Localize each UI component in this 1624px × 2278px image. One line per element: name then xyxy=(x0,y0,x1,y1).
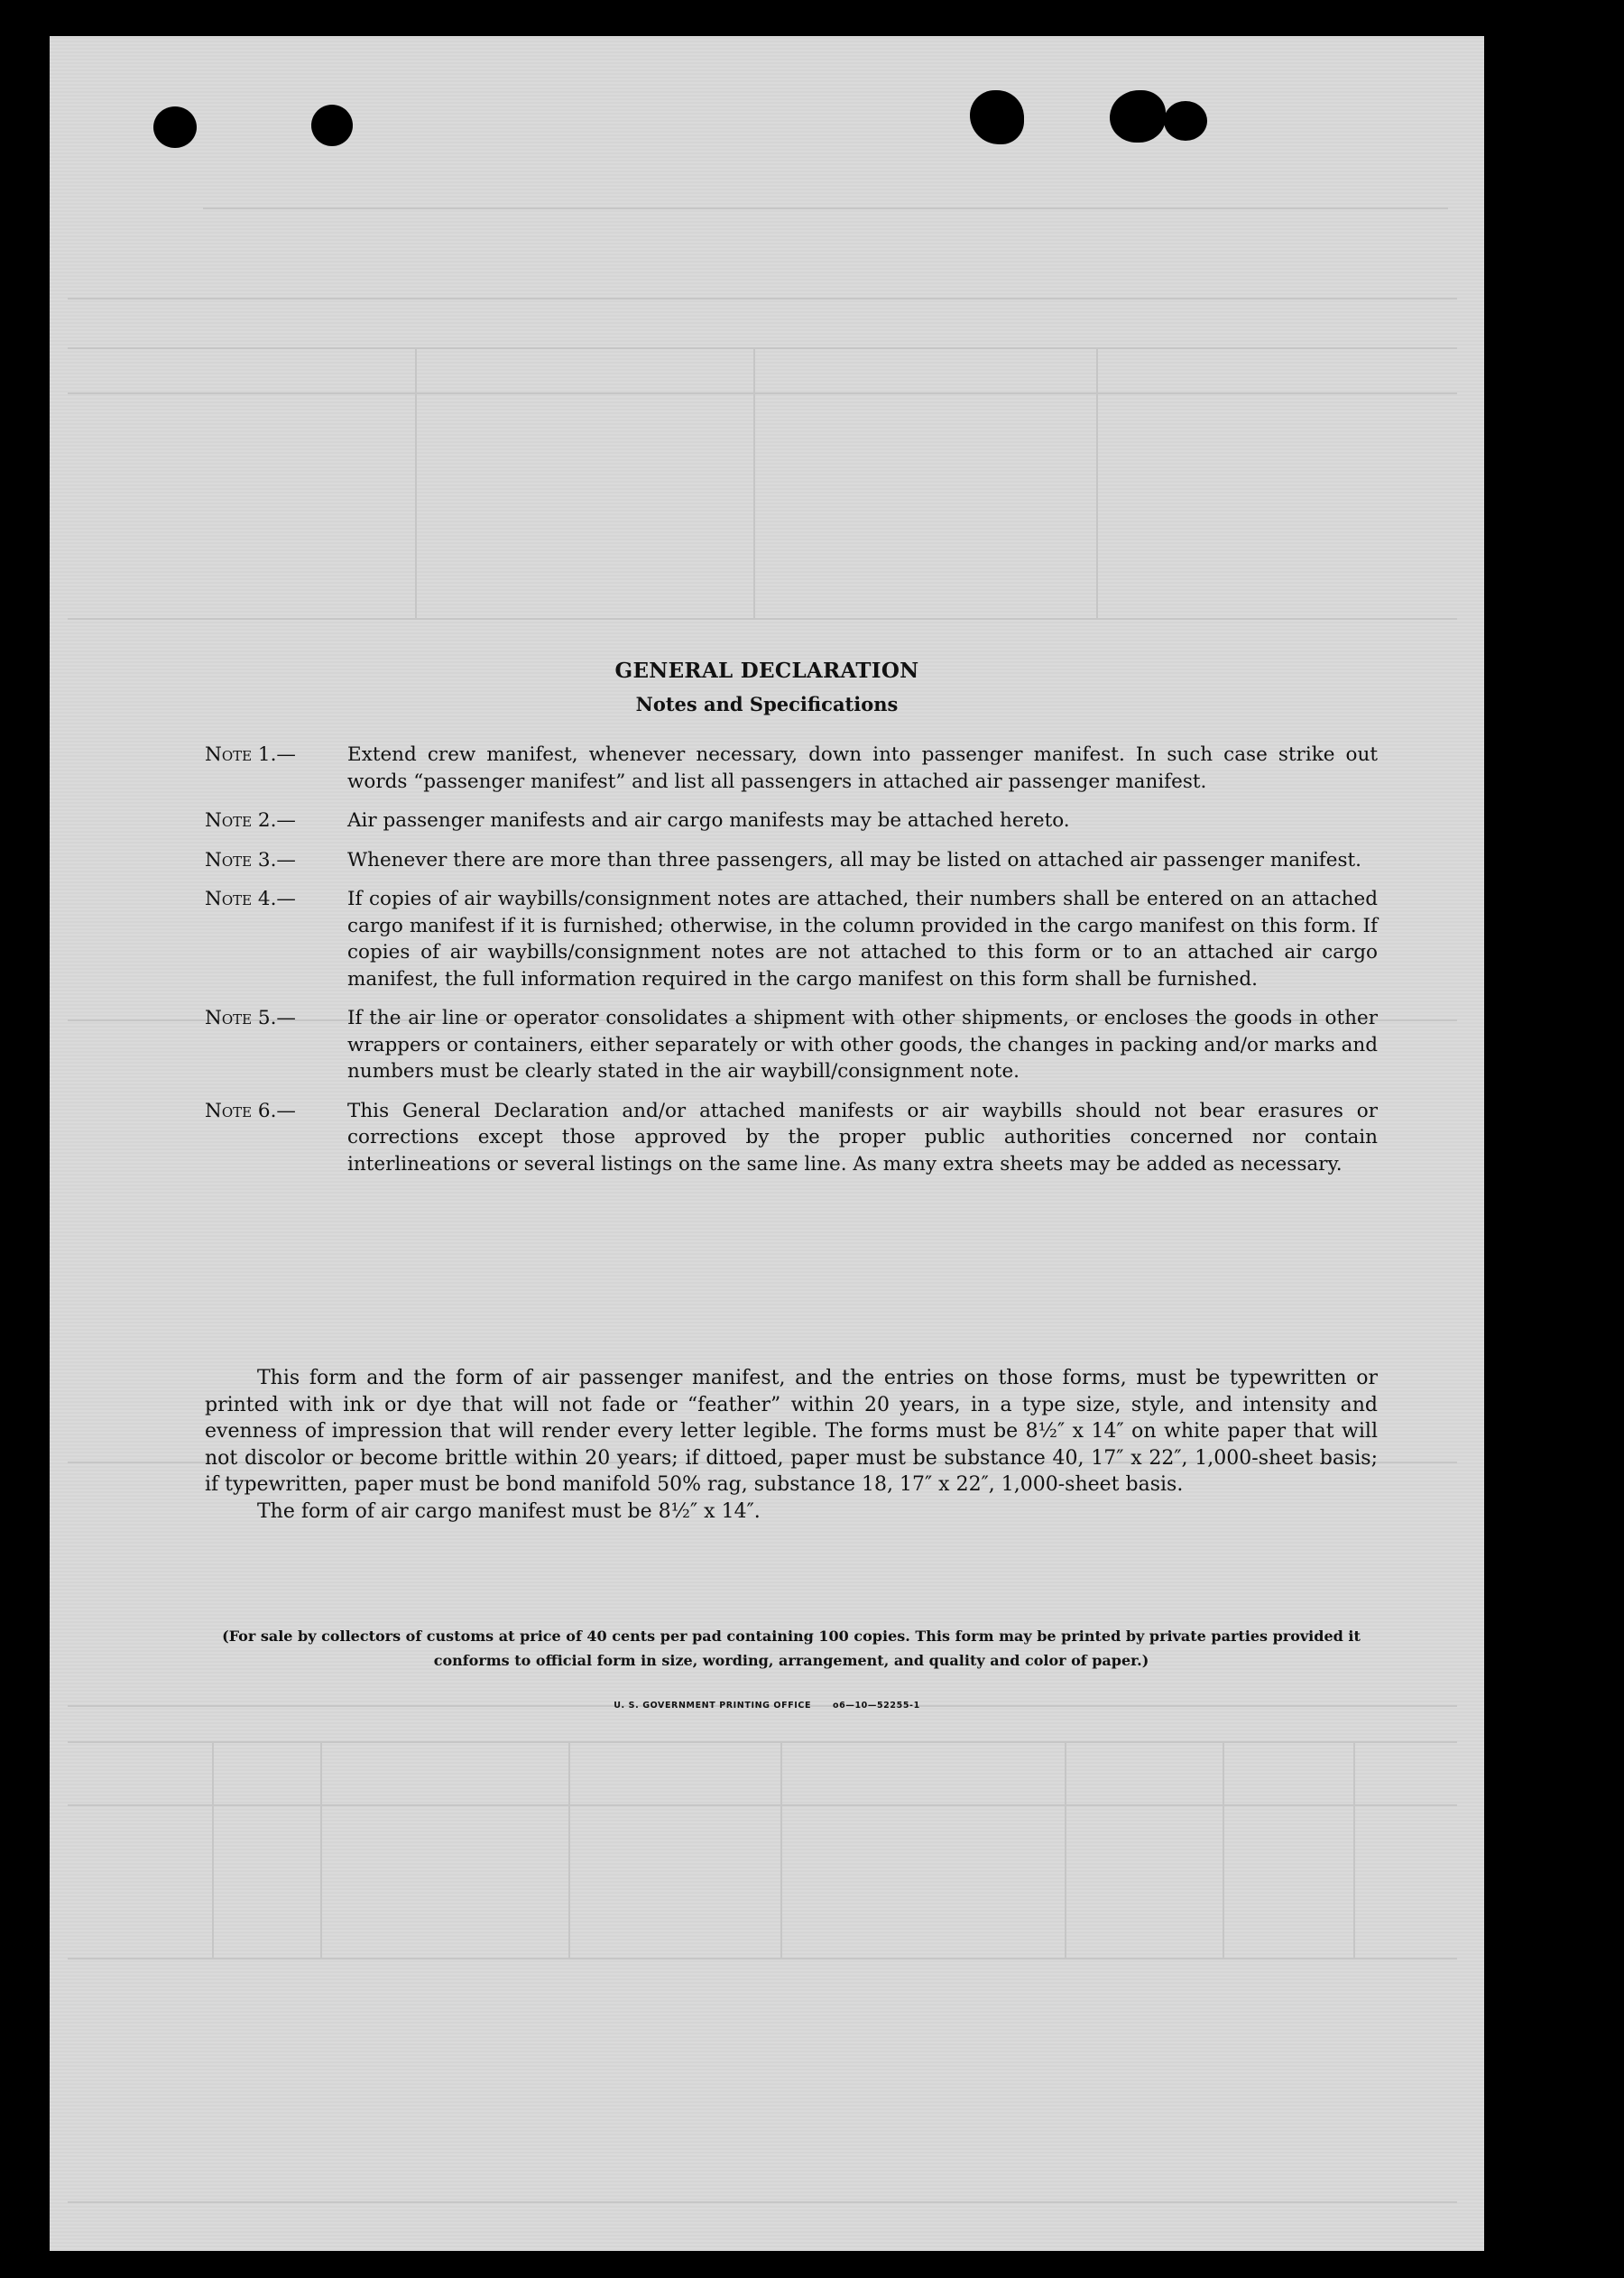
punch-hole xyxy=(311,105,353,146)
bleed-line xyxy=(1223,1741,1224,1958)
note-label: Note 6. xyxy=(205,1099,277,1122)
note-6: Note 6.— This General Declaration and/or attached manifests or air waybills should not bear erasures or corrections except those approved by the proper public authorities concerned nor contain interlineations or several listings on the same line. As many extra sheets may be added as necessary. xyxy=(205,1099,1378,1176)
note-label: Note 5. xyxy=(205,1007,277,1029)
bleed-line xyxy=(1096,347,1098,618)
bleed-line xyxy=(415,347,417,618)
document-page xyxy=(50,36,1484,2251)
notes-list xyxy=(205,742,1378,1190)
printer-code: o6—10—52255-1 xyxy=(833,1701,920,1711)
printer-imprint xyxy=(50,1701,1484,1711)
bleed-line xyxy=(212,1741,214,1958)
bleed-line xyxy=(68,392,1457,394)
page-subtitle: Notes and Specifications xyxy=(635,693,899,715)
punch-hole xyxy=(1164,101,1207,141)
cargo-format-paragraph: The form of air cargo manifest must be 8½″ x 14″. xyxy=(257,1499,761,1523)
note-text: Extend crew manifest, whenever necessary, down into passenger manifest. In such case strike out words “passenger manifest” and list all passengers in attached air passenger manifest. xyxy=(347,743,1378,793)
note-1: Note 1.— Extend crew manifest, whenever necessary, down into passenger manifest. In such case strike out words “passenger manifest” and list all passengers in attached air passenger manifest. xyxy=(205,743,1378,793)
bleed-line xyxy=(780,1741,782,1958)
note-3: Note 3.— Whenever there are more than three passengers, all may be listed on attached air passenger manifest. xyxy=(205,848,1361,872)
punch-hole xyxy=(1110,90,1166,143)
note-label: Note 2. xyxy=(205,809,277,832)
bleed-line xyxy=(68,618,1457,620)
bleed-line xyxy=(1353,1741,1355,1958)
note-text: Air passenger manifests and air cargo manifests may be attached hereto. xyxy=(347,809,1070,832)
bleed-line xyxy=(68,347,1457,349)
note-4: Note 4.— If copies of air waybills/consignment notes are attached, their numbers shall be entered on an attached cargo manifest if it is furnished; otherwise, in the column provided in the cargo manifest on this form. If copies of air waybills/consignment notes are not attached to this form or to an attached air cargo manifest, the full information required in the cargo manifest on this form shall be furnished. xyxy=(205,888,1378,991)
sale-notice: (For sale by collectors of customs at price of 40 cents per pad containing 100 copies. This form may be printed by private parties provided it conforms to official form in size, wording, arrangement, and quality and color of paper.) xyxy=(222,1628,1361,1669)
note-label: Note 4. xyxy=(205,888,277,910)
bleed-line xyxy=(68,1741,1457,1743)
punch-hole xyxy=(153,106,197,148)
bleed-line xyxy=(68,2201,1457,2203)
bleed-line xyxy=(753,347,755,618)
format-paragraph: This form and the form of air passenger manifest, and the entries on those forms, must be typewritten or printed with ink or dye that will not fade or “feather” within 20 years, in a type size, style, and intensity and evenness of impression that will render every letter legible. The forms must be 8½″ x 14″ on white paper that will not discolor or become brittle within 20 years; if dittoed, paper must be substance 40, 17″ x 22″, 1,000-sheet basis; if typewritten, paper must be bond manifold 50% rag, substance 18, 17″ x 22″, 1,000-sheet basis. xyxy=(205,1367,1378,1496)
note-text: If the air line or operator consolidates a shipment with other shipments, or encloses the goods in other wrappers or containers, either separately or with other goods, the changes in packing and/or marks and numbers must be clearly stated in the air waybill/consignment note. xyxy=(347,1007,1378,1083)
bleed-line xyxy=(68,1958,1457,1960)
note-label: Note 1. xyxy=(205,743,277,766)
note-text: Whenever there are more than three passengers, all may be listed on attached air passenger manifest. xyxy=(347,848,1361,872)
punch-hole xyxy=(970,90,1024,144)
note-2: Note 2.— Air passenger manifests and air cargo manifests may be attached hereto. xyxy=(205,809,1070,832)
bleed-line xyxy=(68,298,1457,300)
bleed-line xyxy=(68,1804,1457,1806)
format-requirements xyxy=(205,1365,1378,1525)
bleed-line xyxy=(320,1741,322,1958)
bleed-line xyxy=(203,208,1448,209)
note-text: This General Declaration and/or attached manifests or air waybills should not bear erasures or corrections except those approved by the proper public authorities concerned nor contain interlineations or several listings on the same line. As many extra sheets may be added as necessary. xyxy=(347,1099,1378,1176)
bleed-line xyxy=(1065,1741,1066,1958)
bleed-line xyxy=(568,1741,570,1958)
printer-name: U. S. GOVERNMENT PRINTING OFFICE xyxy=(614,1701,812,1711)
note-label: Note 3. xyxy=(205,848,277,872)
note-text: If copies of air waybills/consignment notes are attached, their numbers shall be entered on an attached cargo manifest if it is furnished; otherwise, in the column provided in the cargo manifest on this form. If copies of air waybills/consignment notes are not attached to this form or to an attached air cargo manifest, the full information required in the cargo manifest on this form shall be furnished. xyxy=(347,888,1378,991)
page-title: GENERAL DECLARATION xyxy=(614,659,919,683)
note-5: Note 5.— If the air line or operator consolidates a shipment with other shipments, or encloses the goods in other wrappers or containers, either separately or with other goods, the changes in packing and/or marks and numbers must be clearly stated in the air waybill/consignment note. xyxy=(205,1007,1378,1083)
